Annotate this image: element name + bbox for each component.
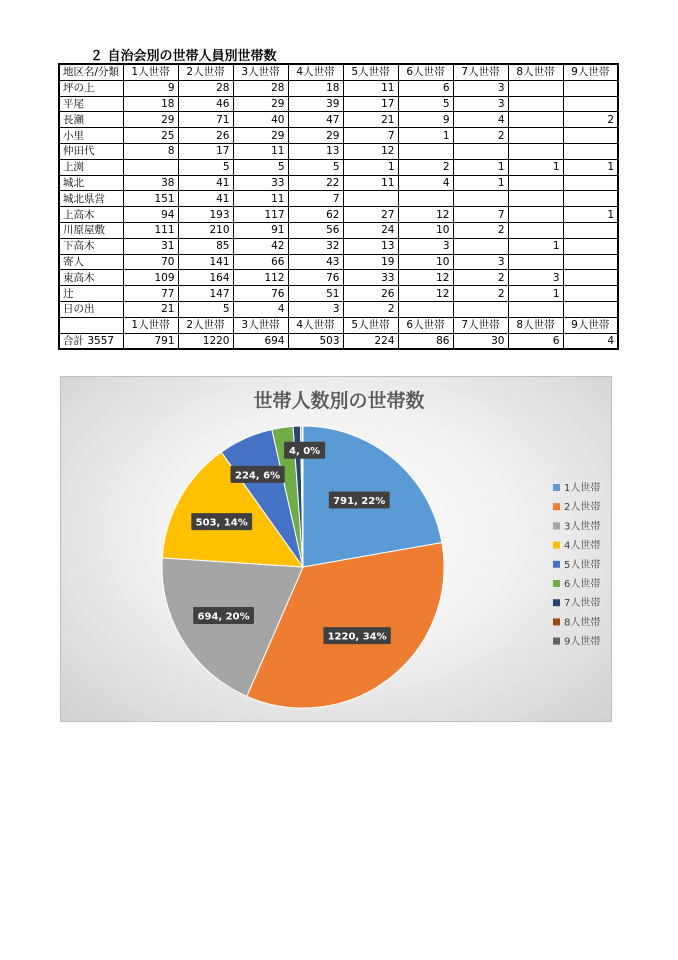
value-cell: 3 bbox=[398, 238, 453, 254]
value-cell: 4 bbox=[563, 333, 618, 349]
value-cell: 32 bbox=[288, 238, 343, 254]
table-row bbox=[59, 301, 618, 317]
value-cell: 62 bbox=[288, 207, 343, 223]
data-label bbox=[329, 492, 390, 509]
value-cell: 1 bbox=[453, 159, 508, 175]
value-cell: 2 bbox=[453, 222, 508, 238]
value-cell: 1 bbox=[508, 238, 563, 254]
legend-entry bbox=[553, 596, 600, 609]
value-cell: 2 bbox=[453, 270, 508, 286]
legend-entry bbox=[553, 539, 600, 552]
value-cell: 5 bbox=[178, 301, 233, 317]
value-cell: 7人世帯 bbox=[453, 64, 508, 80]
value-cell bbox=[453, 301, 508, 317]
row-label-cell: 平尾 bbox=[59, 96, 123, 112]
value-cell: 109 bbox=[123, 270, 178, 286]
row-label-cell: 辻 bbox=[59, 286, 123, 302]
svg-text:2人世帯: 2人世帯 bbox=[564, 502, 601, 514]
value-cell: 40 bbox=[233, 112, 288, 128]
data-label bbox=[284, 442, 325, 459]
value-cell: 2 bbox=[453, 286, 508, 302]
row-label-cell: 東高木 bbox=[59, 270, 123, 286]
value-cell: 7 bbox=[453, 207, 508, 223]
value-cell: 30 bbox=[453, 333, 508, 349]
value-cell bbox=[563, 286, 618, 302]
row-label-cell bbox=[59, 317, 123, 333]
table-row bbox=[59, 207, 618, 223]
value-cell: 5 bbox=[398, 96, 453, 112]
value-cell: 1 bbox=[343, 159, 398, 175]
legend-entry bbox=[553, 500, 600, 513]
legend-entry bbox=[553, 481, 600, 494]
value-cell: 94 bbox=[123, 207, 178, 223]
value-cell: 3 bbox=[508, 270, 563, 286]
value-cell: 24 bbox=[343, 222, 398, 238]
value-cell bbox=[453, 238, 508, 254]
value-cell: 19 bbox=[343, 254, 398, 270]
value-cell: 11 bbox=[233, 191, 288, 207]
value-cell: 1 bbox=[398, 128, 453, 144]
value-cell: 86 bbox=[398, 333, 453, 349]
household-table bbox=[58, 63, 619, 350]
value-cell: 18 bbox=[123, 96, 178, 112]
value-cell: 2人世帯 bbox=[178, 64, 233, 80]
value-cell: 4人世帯 bbox=[288, 64, 343, 80]
value-cell: 28 bbox=[233, 80, 288, 96]
legend-entry bbox=[553, 519, 600, 532]
value-cell: 43 bbox=[288, 254, 343, 270]
svg-text:6人世帯: 6人世帯 bbox=[564, 579, 601, 590]
value-cell: 17 bbox=[343, 96, 398, 112]
row-label-cell: 小里 bbox=[59, 128, 123, 144]
value-cell: 3 bbox=[453, 80, 508, 96]
svg-text:694, 20%: 694, 20% bbox=[197, 611, 250, 623]
value-cell: 3 bbox=[288, 301, 343, 317]
value-cell: 3 bbox=[453, 254, 508, 270]
value-cell: 6 bbox=[398, 80, 453, 96]
data-label bbox=[230, 466, 284, 483]
table-row bbox=[59, 333, 618, 349]
value-cell bbox=[508, 80, 563, 96]
row-label-cell: 上高木 bbox=[59, 207, 123, 223]
value-cell: 33 bbox=[233, 175, 288, 191]
value-cell: 1 bbox=[453, 175, 508, 191]
pie-chart-area bbox=[60, 376, 612, 722]
value-cell: 5人世帯 bbox=[343, 64, 398, 80]
value-cell: 29 bbox=[123, 112, 178, 128]
value-cell: 21 bbox=[123, 301, 178, 317]
value-cell bbox=[398, 301, 453, 317]
value-cell: 41 bbox=[178, 175, 233, 191]
table-row bbox=[59, 238, 618, 254]
value-cell: 41 bbox=[178, 191, 233, 207]
value-cell bbox=[508, 128, 563, 144]
chart-title: 世帯人数別の世帯数 bbox=[253, 390, 425, 412]
value-cell: 56 bbox=[288, 222, 343, 238]
value-cell: 31 bbox=[123, 238, 178, 254]
value-cell: 9人世帯 bbox=[563, 317, 618, 333]
table-row bbox=[59, 254, 618, 270]
value-cell: 8 bbox=[123, 143, 178, 159]
svg-text:8人世帯: 8人世帯 bbox=[564, 617, 601, 629]
value-cell: 2 bbox=[563, 112, 618, 128]
value-cell: 76 bbox=[233, 286, 288, 302]
table-row bbox=[59, 191, 618, 207]
row-label-cell: 川原屋敷 bbox=[59, 222, 123, 238]
svg-text:3人世帯: 3人世帯 bbox=[564, 521, 601, 533]
value-cell: 9人世帯 bbox=[563, 64, 618, 80]
row-label-cell: 城北 bbox=[59, 175, 123, 191]
table-row bbox=[59, 175, 618, 191]
value-cell: 29 bbox=[233, 96, 288, 112]
row-label-cell: 上渕 bbox=[59, 159, 123, 175]
value-cell bbox=[563, 96, 618, 112]
value-cell: 164 bbox=[178, 270, 233, 286]
value-cell bbox=[508, 254, 563, 270]
value-cell bbox=[563, 238, 618, 254]
table-row bbox=[59, 317, 618, 333]
data-label bbox=[191, 513, 252, 530]
legend-entry bbox=[553, 577, 600, 590]
value-cell bbox=[508, 96, 563, 112]
value-cell bbox=[508, 191, 563, 207]
legend-entry bbox=[553, 615, 600, 628]
data-label bbox=[323, 627, 390, 644]
value-cell: 2 bbox=[398, 159, 453, 175]
value-cell: 1 bbox=[508, 159, 563, 175]
value-cell: 33 bbox=[343, 270, 398, 286]
row-label-cell: 地区名/分類 bbox=[59, 64, 123, 80]
value-cell: 29 bbox=[288, 128, 343, 144]
value-cell: 21 bbox=[343, 112, 398, 128]
value-cell bbox=[508, 301, 563, 317]
value-cell: 193 bbox=[178, 207, 233, 223]
value-cell: 10 bbox=[398, 254, 453, 270]
value-cell: 66 bbox=[233, 254, 288, 270]
value-cell: 7 bbox=[288, 191, 343, 207]
value-cell: 9 bbox=[123, 80, 178, 96]
value-cell: 42 bbox=[233, 238, 288, 254]
value-cell: 39 bbox=[288, 96, 343, 112]
svg-text:7人世帯: 7人世帯 bbox=[564, 598, 601, 610]
table-row bbox=[59, 222, 618, 238]
value-cell: 26 bbox=[343, 286, 398, 302]
value-cell: 5 bbox=[178, 159, 233, 175]
value-cell: 13 bbox=[288, 143, 343, 159]
value-cell: 12 bbox=[343, 143, 398, 159]
value-cell: 111 bbox=[123, 222, 178, 238]
value-cell: 13 bbox=[343, 238, 398, 254]
value-cell: 91 bbox=[233, 222, 288, 238]
value-cell: 2 bbox=[343, 301, 398, 317]
value-cell: 46 bbox=[178, 96, 233, 112]
value-cell: 3 bbox=[453, 96, 508, 112]
value-cell bbox=[398, 143, 453, 159]
value-cell: 2 bbox=[453, 128, 508, 144]
data-label bbox=[193, 607, 254, 624]
value-cell: 141 bbox=[178, 254, 233, 270]
svg-text:791, 22%: 791, 22% bbox=[333, 496, 386, 508]
value-cell: 70 bbox=[123, 254, 178, 270]
value-cell: 147 bbox=[178, 286, 233, 302]
value-cell: 12 bbox=[398, 270, 453, 286]
page-heading: ２ 自治会別の世帯人員別世帯数 bbox=[90, 49, 277, 64]
value-cell: 1人世帯 bbox=[123, 317, 178, 333]
value-cell: 6人世帯 bbox=[398, 317, 453, 333]
value-cell: 9 bbox=[398, 112, 453, 128]
row-label-cell: 坪の上 bbox=[59, 80, 123, 96]
row-label-cell: 下高木 bbox=[59, 238, 123, 254]
value-cell: 210 bbox=[178, 222, 233, 238]
row-label-cell: 城北県営 bbox=[59, 191, 123, 207]
value-cell bbox=[453, 191, 508, 207]
value-cell: 27 bbox=[343, 207, 398, 223]
row-label-cell: 合計 3557 bbox=[59, 333, 123, 349]
table-row bbox=[59, 128, 618, 144]
value-cell: 6 bbox=[508, 333, 563, 349]
value-cell: 4 bbox=[233, 301, 288, 317]
value-cell: 11 bbox=[233, 143, 288, 159]
value-cell bbox=[508, 143, 563, 159]
value-cell bbox=[563, 143, 618, 159]
value-cell: 4 bbox=[453, 112, 508, 128]
value-cell bbox=[343, 191, 398, 207]
value-cell bbox=[398, 191, 453, 207]
value-cell: 503 bbox=[288, 333, 343, 349]
value-cell: 5 bbox=[233, 159, 288, 175]
row-label-cell: 長瀬 bbox=[59, 112, 123, 128]
value-cell: 6人世帯 bbox=[398, 64, 453, 80]
value-cell bbox=[563, 80, 618, 96]
value-cell: 5 bbox=[288, 159, 343, 175]
value-cell: 112 bbox=[233, 270, 288, 286]
svg-text:9人世帯: 9人世帯 bbox=[564, 636, 601, 648]
table-row bbox=[59, 96, 618, 112]
value-cell bbox=[563, 175, 618, 191]
value-cell: 77 bbox=[123, 286, 178, 302]
value-cell: 1 bbox=[563, 207, 618, 223]
value-cell: 7人世帯 bbox=[453, 317, 508, 333]
svg-text:1人世帯: 1人世帯 bbox=[564, 483, 601, 494]
legend-entry bbox=[553, 635, 600, 648]
value-cell: 4 bbox=[398, 175, 453, 191]
svg-text:4人世帯: 4人世帯 bbox=[564, 540, 601, 552]
value-cell: 117 bbox=[233, 207, 288, 223]
table-row bbox=[59, 270, 618, 286]
value-cell: 10 bbox=[398, 222, 453, 238]
value-cell bbox=[508, 112, 563, 128]
value-cell: 3人世帯 bbox=[233, 64, 288, 80]
table-row bbox=[59, 143, 618, 159]
value-cell: 25 bbox=[123, 128, 178, 144]
svg-text:4, 0%: 4, 0% bbox=[288, 446, 321, 458]
value-cell: 47 bbox=[288, 112, 343, 128]
value-cell bbox=[563, 222, 618, 238]
value-cell: 224 bbox=[343, 333, 398, 349]
value-cell: 791 bbox=[123, 333, 178, 349]
value-cell: 5人世帯 bbox=[343, 317, 398, 333]
svg-text:224, 6%: 224, 6% bbox=[235, 470, 281, 482]
value-cell: 29 bbox=[233, 128, 288, 144]
value-cell: 17 bbox=[178, 143, 233, 159]
value-cell: 1人世帯 bbox=[123, 64, 178, 80]
table-row bbox=[59, 64, 618, 80]
value-cell: 51 bbox=[288, 286, 343, 302]
value-cell: 12 bbox=[398, 286, 453, 302]
legend-entry bbox=[553, 558, 600, 571]
value-cell: 694 bbox=[233, 333, 288, 349]
row-label-cell: 仲田代 bbox=[59, 143, 123, 159]
value-cell: 11 bbox=[343, 175, 398, 191]
value-cell: 1 bbox=[563, 159, 618, 175]
value-cell: 1220 bbox=[178, 333, 233, 349]
value-cell bbox=[508, 175, 563, 191]
value-cell: 38 bbox=[123, 175, 178, 191]
value-cell: 7 bbox=[343, 128, 398, 144]
value-cell bbox=[563, 191, 618, 207]
value-cell bbox=[563, 301, 618, 317]
value-cell: 2人世帯 bbox=[178, 317, 233, 333]
value-cell: 18 bbox=[288, 80, 343, 96]
row-label-cell: 日の出 bbox=[59, 301, 123, 317]
svg-text:5人世帯: 5人世帯 bbox=[564, 559, 601, 571]
value-cell: 4人世帯 bbox=[288, 317, 343, 333]
row-label-cell: 寄人 bbox=[59, 254, 123, 270]
pie-chart bbox=[61, 377, 611, 721]
table-row bbox=[59, 80, 618, 96]
value-cell: 11 bbox=[343, 80, 398, 96]
value-cell: 85 bbox=[178, 238, 233, 254]
table-row bbox=[59, 112, 618, 128]
value-cell: 71 bbox=[178, 112, 233, 128]
value-cell: 28 bbox=[178, 80, 233, 96]
value-cell: 151 bbox=[123, 191, 178, 207]
value-cell: 1 bbox=[508, 286, 563, 302]
svg-text:503, 14%: 503, 14% bbox=[195, 517, 248, 529]
table-row bbox=[59, 159, 618, 175]
value-cell: 12 bbox=[398, 207, 453, 223]
value-cell: 22 bbox=[288, 175, 343, 191]
value-cell: 8人世帯 bbox=[508, 64, 563, 80]
value-cell: 26 bbox=[178, 128, 233, 144]
value-cell: 3人世帯 bbox=[233, 317, 288, 333]
value-cell: 76 bbox=[288, 270, 343, 286]
value-cell bbox=[563, 254, 618, 270]
value-cell bbox=[563, 270, 618, 286]
value-cell: 8人世帯 bbox=[508, 317, 563, 333]
value-cell bbox=[508, 207, 563, 223]
table-row bbox=[59, 286, 618, 302]
value-cell bbox=[508, 222, 563, 238]
svg-text:1220, 34%: 1220, 34% bbox=[327, 631, 387, 643]
value-cell bbox=[453, 143, 508, 159]
value-cell bbox=[123, 159, 178, 175]
value-cell bbox=[563, 128, 618, 144]
